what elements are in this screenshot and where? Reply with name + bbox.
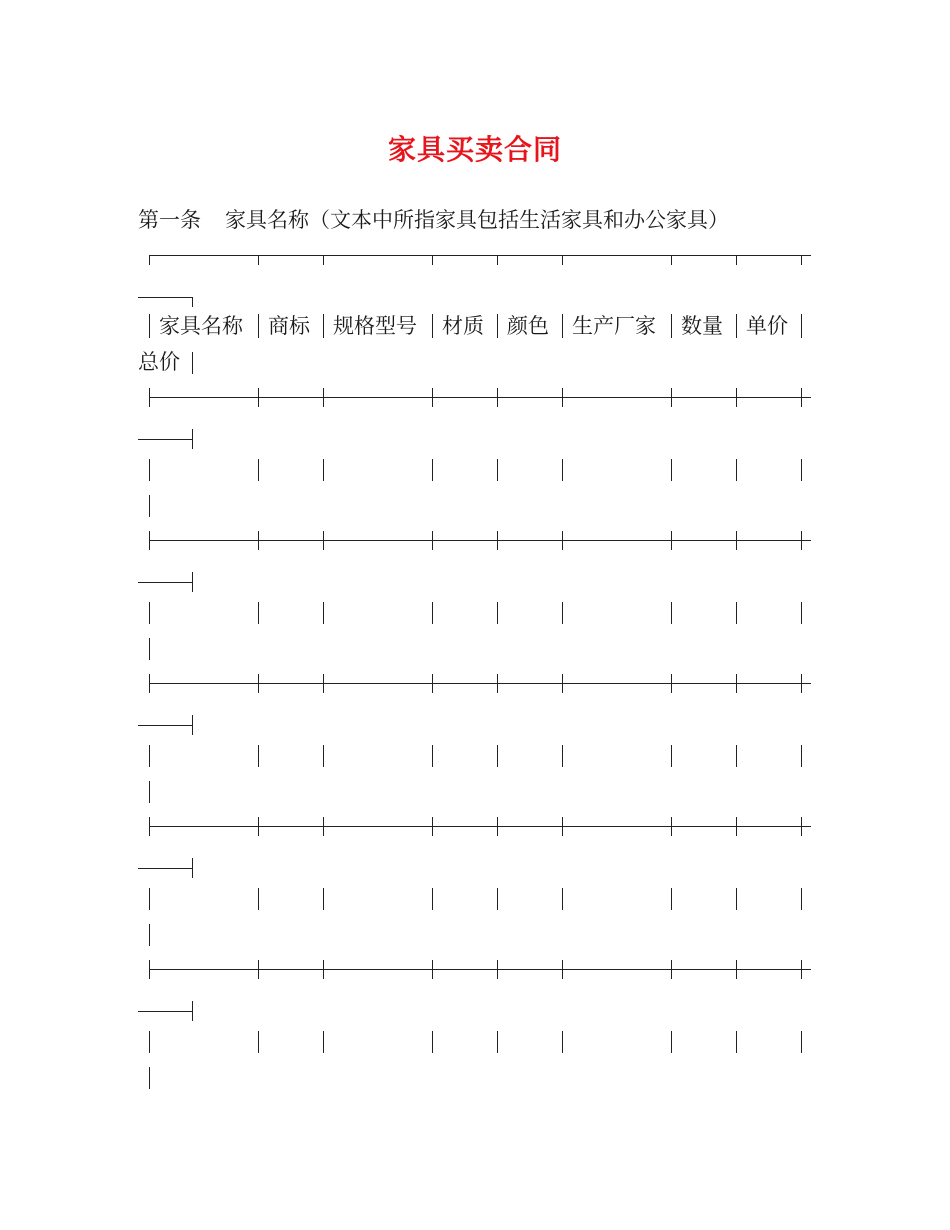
table-end-tick (192, 429, 193, 449)
table-cell-divider (432, 602, 433, 624)
table-row-separator (149, 826, 811, 827)
table-row-separator (149, 969, 811, 970)
table-cell-divider (671, 1031, 672, 1053)
table-row-separator (149, 397, 811, 398)
table-cross-tick (736, 388, 737, 407)
table-cross-tick (562, 817, 563, 836)
table-end-tick (192, 858, 193, 878)
table-cell-divider (149, 602, 150, 624)
table-border-continuation (138, 1011, 192, 1012)
table-header-divider (432, 314, 433, 338)
table-cross-tick (258, 960, 259, 979)
table-border-continuation (138, 439, 192, 440)
table-top-tick (258, 255, 259, 265)
table-cell-divider (149, 1031, 150, 1053)
table-cell-divider (801, 1031, 802, 1053)
table-cell-divider-wrapped (149, 781, 150, 803)
table-cross-tick (323, 388, 324, 407)
table-cell-divider (323, 459, 324, 481)
table-cross-tick (258, 674, 259, 693)
table-cell-divider (671, 888, 672, 910)
table-corner-tick (192, 297, 193, 307)
table-header-divider (562, 314, 563, 338)
table-cell-divider (736, 745, 737, 767)
table-cell-divider (562, 459, 563, 481)
table-header-divider (671, 314, 672, 338)
table-cell-divider (671, 602, 672, 624)
table-top-tick (736, 255, 737, 265)
table-top-border (149, 255, 811, 256)
table-cross-tick (736, 531, 737, 550)
table-cross-tick (562, 388, 563, 407)
table-cell-divider (323, 888, 324, 910)
table-cross-tick (801, 960, 802, 979)
table-cell-divider (432, 888, 433, 910)
table-cross-tick (323, 960, 324, 979)
table-cell-divider (258, 745, 259, 767)
table-cross-tick (671, 388, 672, 407)
table-top-tick (497, 255, 498, 265)
table-header-5: 生产厂家 (572, 314, 656, 338)
table-cell-divider (562, 602, 563, 624)
table-cross-tick (149, 674, 150, 693)
table-cross-tick (736, 960, 737, 979)
table-cell-divider (323, 1031, 324, 1053)
table-border-continuation (138, 582, 192, 583)
table-end-tick (192, 715, 193, 735)
table-cross-tick (432, 388, 433, 407)
table-cross-tick (149, 388, 150, 407)
table-cell-divider (801, 888, 802, 910)
table-header-divider (736, 314, 737, 338)
table-cell-divider-wrapped (149, 924, 150, 946)
table-header-divider-wrapped (192, 352, 193, 374)
table-cell-divider (497, 602, 498, 624)
table-cell-divider (258, 1031, 259, 1053)
table-cross-tick (801, 388, 802, 407)
clause-text: 家具名称（文本中所指家具包括生活家具和办公家具） (225, 208, 729, 232)
table-cross-tick (801, 817, 802, 836)
clause-heading (138, 204, 729, 234)
document-title: 家具买卖合同 (387, 133, 562, 166)
table-cell-divider-wrapped (149, 638, 150, 660)
table-header-divider (801, 314, 802, 338)
table-cell-divider (497, 745, 498, 767)
table-cross-tick (562, 531, 563, 550)
table-cross-tick (323, 674, 324, 693)
table-top-tick (671, 255, 672, 265)
table-cell-divider (432, 459, 433, 481)
table-cell-divider (736, 888, 737, 910)
table-end-tick (192, 572, 193, 592)
table-cell-divider (432, 1031, 433, 1053)
table-top-tick (149, 255, 150, 265)
table-top-tick (323, 255, 324, 265)
table-cross-tick (671, 960, 672, 979)
table-row-separator (149, 683, 811, 684)
table-cell-divider (801, 602, 802, 624)
table-cross-tick (497, 960, 498, 979)
table-cross-tick (736, 817, 737, 836)
table-cell-divider (736, 1031, 737, 1053)
table-header-0: 家具名称 (159, 314, 243, 338)
table-cross-tick (562, 674, 563, 693)
table-cross-tick (432, 674, 433, 693)
table-cell-divider (149, 745, 150, 767)
table-cross-tick (432, 817, 433, 836)
table-cross-tick (497, 817, 498, 836)
table-cell-divider (149, 459, 150, 481)
table-cross-tick (149, 960, 150, 979)
table-header-wrapped: 总价 (138, 350, 180, 374)
table-top-tick (562, 255, 563, 265)
clause-number: 第一条 (138, 208, 201, 232)
table-header-2: 规格型号 (333, 314, 417, 338)
table-header-7: 单价 (746, 314, 788, 338)
table-cross-tick (671, 531, 672, 550)
table-cell-divider (562, 1031, 563, 1053)
table-cell-divider (801, 745, 802, 767)
table-row-separator (149, 540, 811, 541)
table-cross-tick (258, 531, 259, 550)
table-cell-divider (323, 745, 324, 767)
table-cell-divider (258, 602, 259, 624)
table-cell-divider-wrapped (149, 1067, 150, 1089)
table-cell-divider (736, 459, 737, 481)
table-cross-tick (562, 960, 563, 979)
table-border-continuation (138, 725, 192, 726)
table-header-3: 材质 (442, 314, 484, 338)
table-cell-divider (497, 459, 498, 481)
table-cell-divider (801, 459, 802, 481)
table-end-tick (192, 1001, 193, 1021)
table-cross-tick (801, 674, 802, 693)
table-header-divider (149, 314, 150, 338)
table-cell-divider (258, 888, 259, 910)
table-cell-divider (323, 602, 324, 624)
table-cross-tick (497, 388, 498, 407)
table-cross-tick (149, 817, 150, 836)
table-header-1: 商标 (268, 314, 310, 338)
table-header-divider (258, 314, 259, 338)
table-cell-divider (497, 888, 498, 910)
table-border-continuation (138, 868, 192, 869)
table-cross-tick (323, 817, 324, 836)
table-cell-divider (736, 602, 737, 624)
table-cell-divider (562, 745, 563, 767)
table-top-tick (432, 255, 433, 265)
table-cross-tick (736, 674, 737, 693)
table-cross-tick (671, 817, 672, 836)
table-cell-divider (432, 745, 433, 767)
table-header-4: 颜色 (507, 314, 549, 338)
table-cross-tick (432, 531, 433, 550)
table-top-tick (801, 255, 802, 265)
table-cross-tick (497, 674, 498, 693)
table-cross-tick (149, 531, 150, 550)
table-cross-tick (258, 388, 259, 407)
table-cross-tick (323, 531, 324, 550)
table-header-divider (323, 314, 324, 338)
table-border-continuation (138, 297, 192, 298)
table-cross-tick (497, 531, 498, 550)
table-cross-tick (671, 674, 672, 693)
table-cross-tick (258, 817, 259, 836)
table-cell-divider (671, 745, 672, 767)
table-cell-divider-wrapped (149, 495, 150, 517)
table-cell-divider (258, 459, 259, 481)
table-header-6: 数量 (681, 314, 723, 338)
table-cross-tick (432, 960, 433, 979)
table-cell-divider (562, 888, 563, 910)
table-cell-divider (149, 888, 150, 910)
table-header-divider (497, 314, 498, 338)
table-cross-tick (801, 531, 802, 550)
table-cell-divider (497, 1031, 498, 1053)
table-cell-divider (671, 459, 672, 481)
